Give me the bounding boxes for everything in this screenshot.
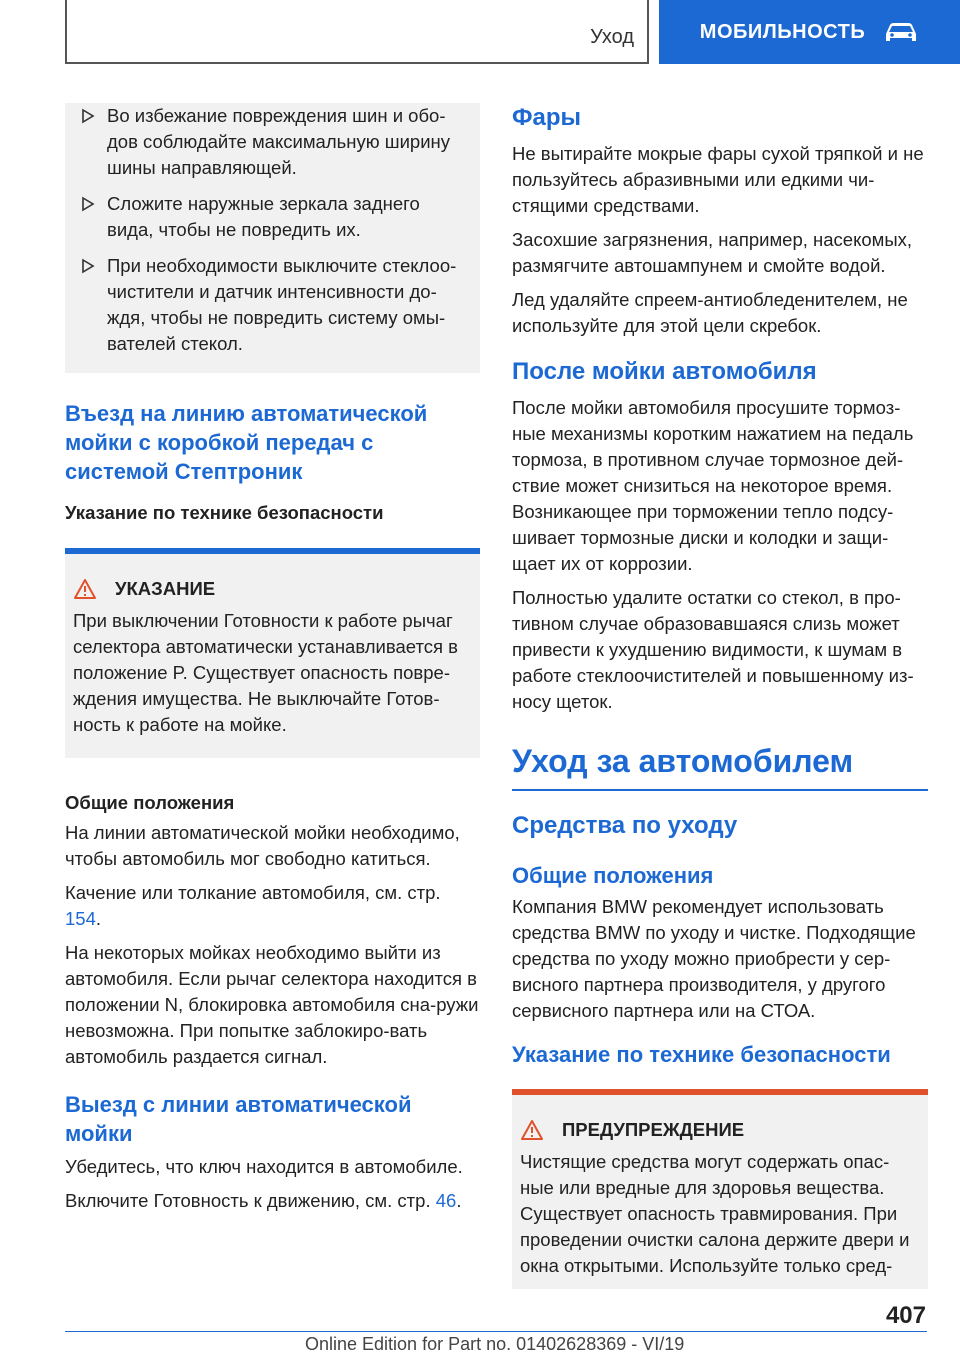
notice-text: При выключении Готовности к работе рычаг селектора автоматически устанавливается в положение P. Существует опасность повре-ждения имущества. Не выключайте Готов-ность к работе на мойке. xyxy=(73,610,458,735)
bullet-box xyxy=(65,103,480,373)
edition-footer: Online Edition for Part no. 01402628369 - VI/19 xyxy=(305,1334,685,1354)
paragraph: После мойки автомобиля просушите тормоз-ные механизмы коротким нажатием на педаль тормоза, в противном случае тормозное дей-ствие может снизиться на некоторое время. Возникающее при торможении тепло подсу-шивает тормозные диски и колодки и защи-щает их от коррозии. xyxy=(512,397,914,574)
list-item: При необходимости выключите стеклоо-чистители и датчик интенсивности до-ждя, чтобы не повредить систему омы-вателей стекол. xyxy=(79,253,466,357)
heading-car-care: Уход за автомобилем xyxy=(512,741,928,791)
notice-title: УКАЗАНИЕ xyxy=(73,578,470,600)
triangle-bullet-icon xyxy=(81,196,95,212)
heading-headlights: Фары xyxy=(512,104,581,131)
warning-triangle-icon xyxy=(520,1119,544,1141)
heading-general-right: Общие положения xyxy=(512,863,714,888)
warning-box xyxy=(512,1089,928,1289)
right-column xyxy=(512,103,928,1289)
paragraph: На некоторых мойках необходимо выйти из автомобиля. Если рычаг селектора находится в положении N, блокировка автомобиля сна-ружи невозможна. При попытке заблокиро-вать автомобиль раздается сигнал. xyxy=(65,942,479,1067)
warning-title: ПРЕДУПРЕЖДЕНИЕ xyxy=(520,1119,920,1141)
triangle-bullet-icon xyxy=(81,108,95,124)
heading-steptronic-wash-entry: Въезд на линию автоматической мойки с коробкой передач с системой Стептроник xyxy=(65,401,428,484)
heading-safety-right: Указание по технике безопасности xyxy=(512,1042,891,1067)
warning-text: Чистящие средства могут содержать опас-ные или вредные для здоровья вещества. Существует опасность травмирования. При проведении очистки салона держите двери и окна открытыми. Используйте только сред- xyxy=(520,1151,910,1276)
chapter-tab[interactable] xyxy=(659,0,960,64)
triangle-bullet-icon xyxy=(81,258,95,274)
warning-triangle-icon xyxy=(73,578,97,600)
notice-box xyxy=(65,548,480,758)
section-title: Уход xyxy=(590,26,634,48)
paragraph: На линии автоматической мойки необходимо, чтобы автомобиль мог свободно катиться. xyxy=(65,822,460,869)
paragraph: Компания BMW рекомендует использовать средства BMW по уходу и чистке. Подходящие средства по уходу можно приобрести у сер-висного партнера производителя, у другого сервисного партнера или на СТОА. xyxy=(512,896,916,1021)
footer-divider xyxy=(65,1331,927,1332)
heading-after-wash: После мойки автомобиля xyxy=(512,358,817,385)
paragraph: Не вытирайте мокрые фары сухой тряпкой и не пользуйтесь абразивными или едкими чи-стящими средствами. xyxy=(512,143,924,216)
paragraph: Засохшие загрязнения, например, насекомых, размягчите автошампунем и смойте водой. xyxy=(512,229,913,276)
left-column xyxy=(65,103,480,1222)
heading-general: Общие положения xyxy=(65,792,235,813)
heading-safety: Указание по технике безопасности xyxy=(65,502,384,523)
page-link-46[interactable]: 46 xyxy=(435,1190,457,1211)
chapter-label: МОБИЛЬНОСТЬ xyxy=(699,20,866,43)
paragraph: Полностью удалите остатки со стекол, в про-тивном случае образовавшаяся слизь может привести к ухудшению видимости, к шумам в работе стеклоочистителей и повышенному из-носу щеток. xyxy=(512,587,914,712)
heading-care-products: Средства по уходу xyxy=(512,812,738,839)
paragraph: Качение или толкание автомобиля, см. стр. 154. xyxy=(65,882,441,929)
paragraph: Лед удаляйте спреем-антиобледенителем, не используйте для этой цели скребок. xyxy=(512,289,908,336)
paragraph: Включите Готовность к движению, см. стр. 46. xyxy=(65,1190,462,1211)
list-item: Сложите наружные зеркала заднего вида, чтобы не повредить их. xyxy=(79,191,466,243)
header-frame xyxy=(65,0,649,64)
page-link-154[interactable]: 154 xyxy=(65,908,96,929)
heading-wash-exit: Выезд с линии автоматической мойки xyxy=(65,1092,412,1146)
car-icon xyxy=(883,20,919,44)
list-item: Во избежание повреждения шин и обо-дов соблюдайте максимальную ширину шины направляющей. xyxy=(79,103,466,181)
paragraph: Убедитесь, что ключ находится в автомобиле. xyxy=(65,1156,463,1177)
page-number: 407 xyxy=(885,1302,926,1329)
